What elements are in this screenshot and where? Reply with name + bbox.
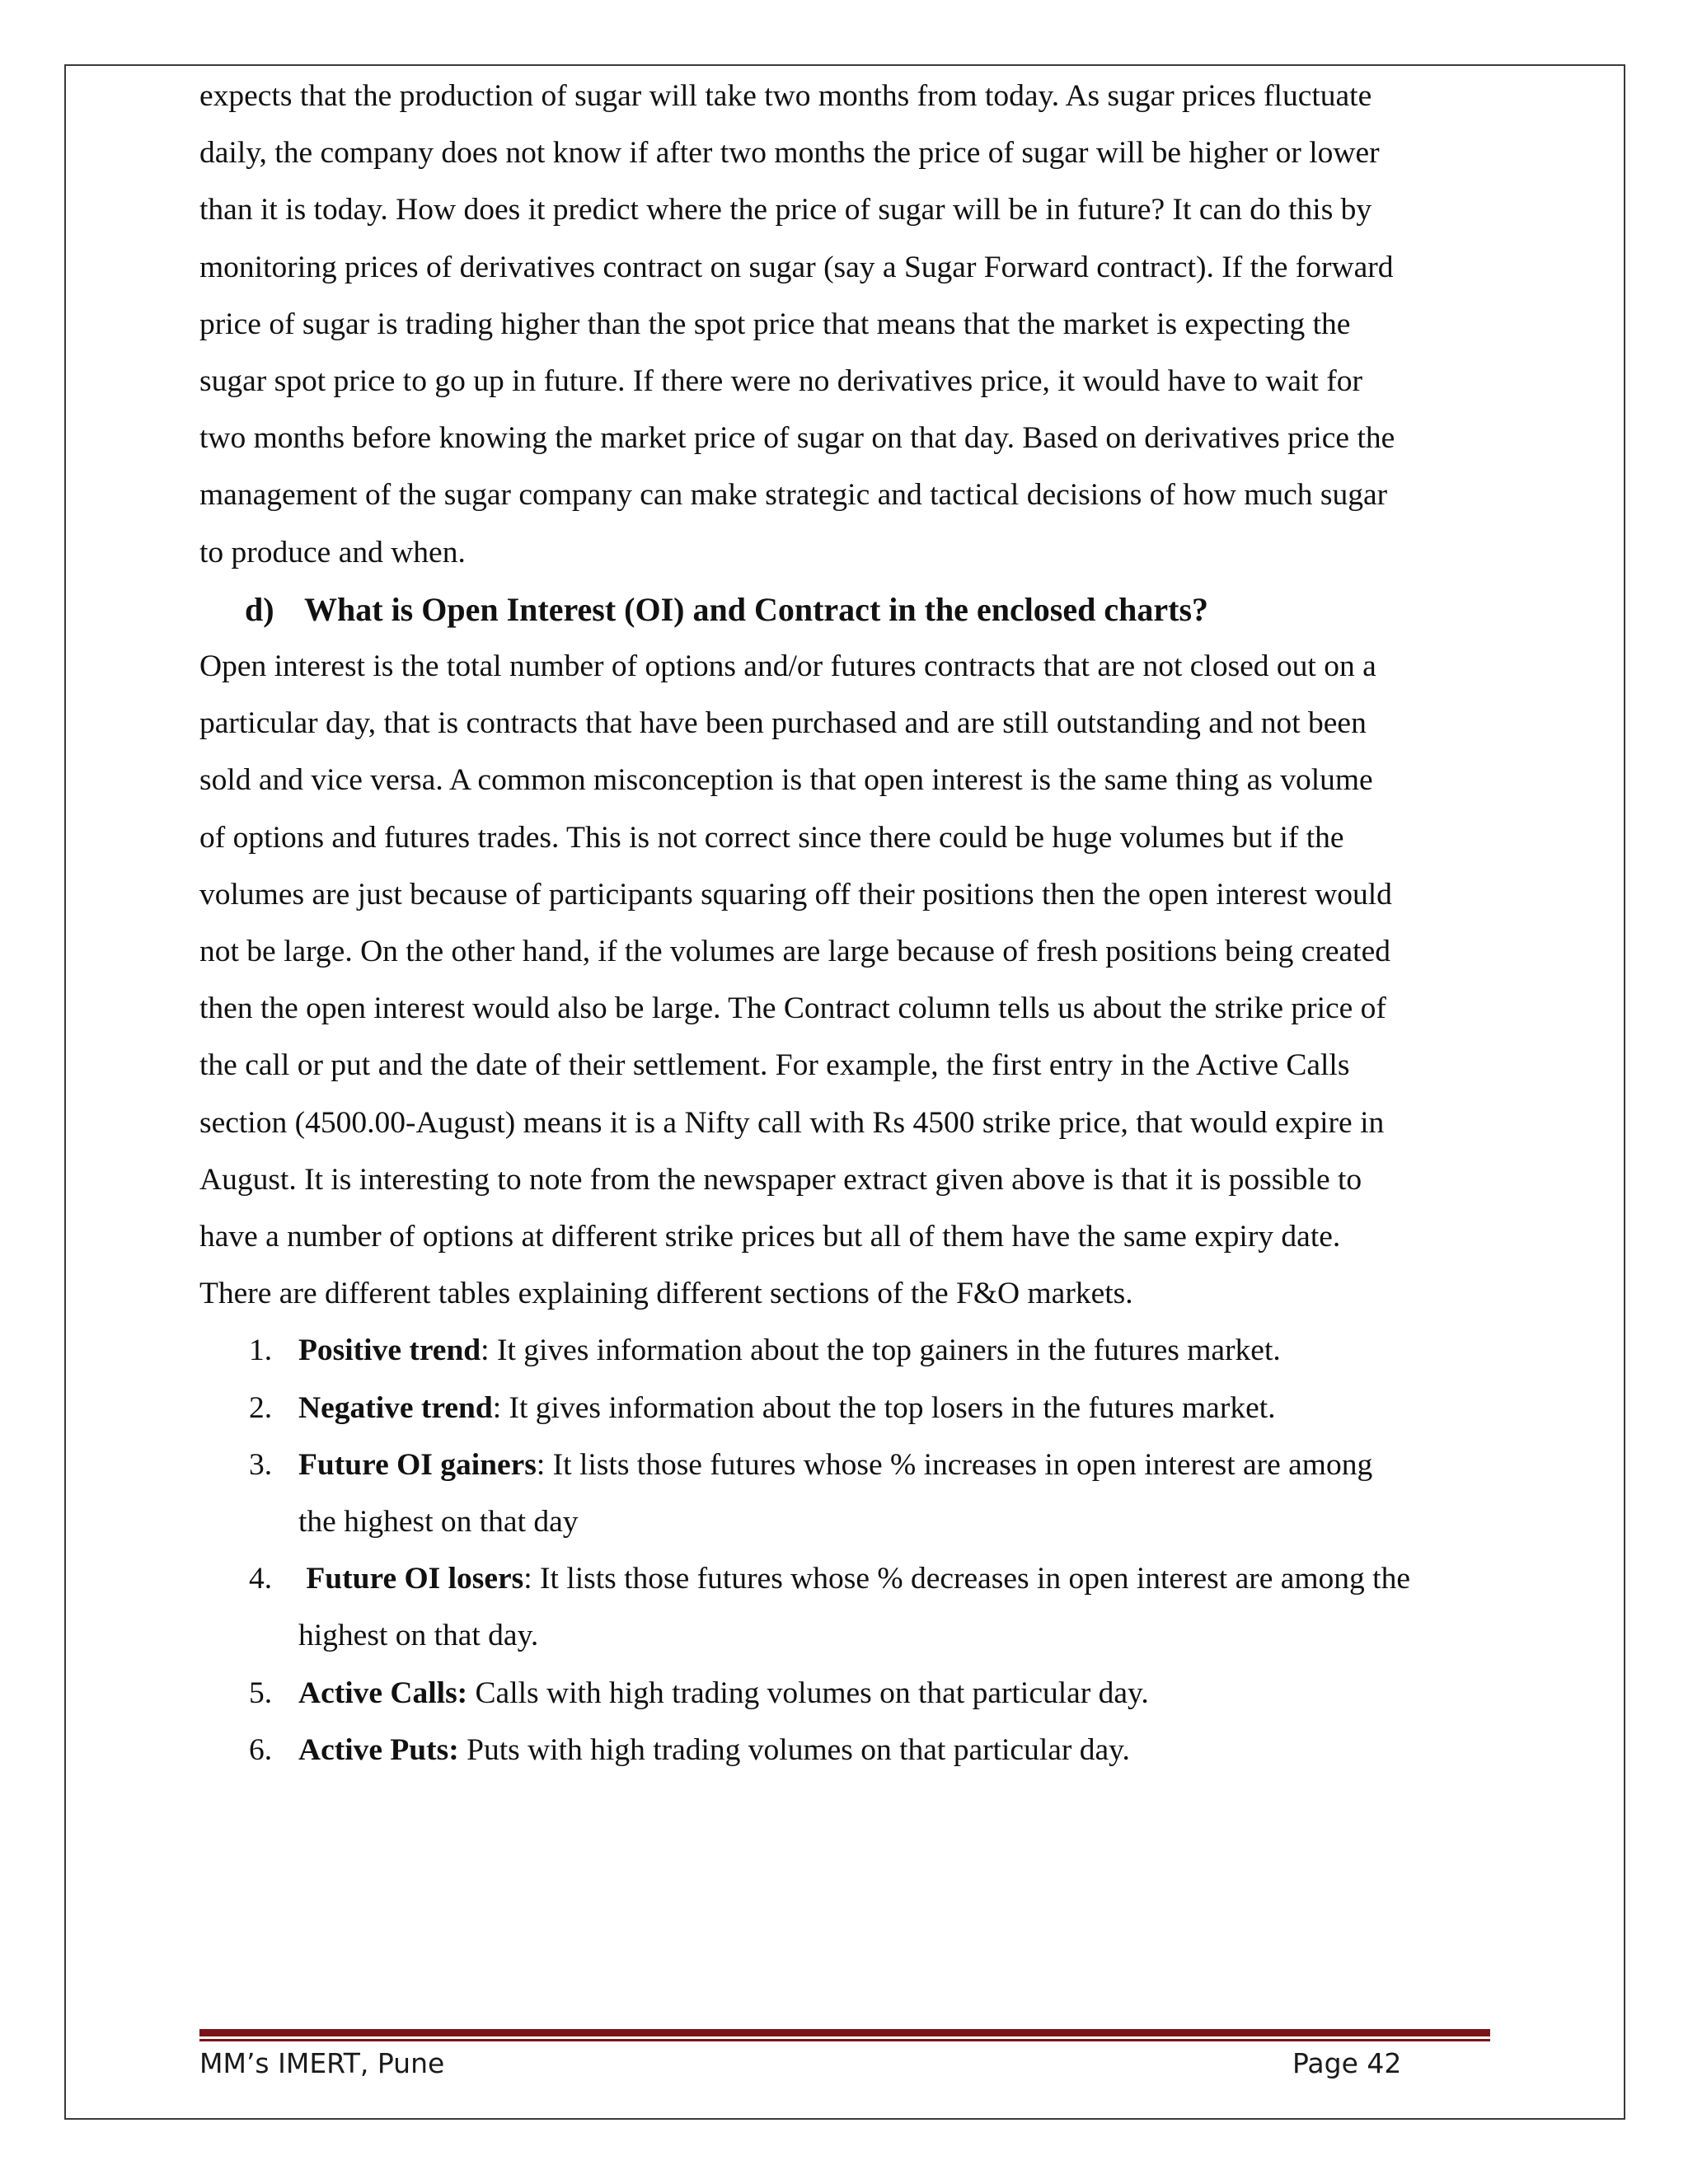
list-item xyxy=(199,1665,1502,1722)
list-number: 4. xyxy=(249,1562,273,1596)
list-term: Active Puts: xyxy=(298,1732,459,1767)
list-number: 5. xyxy=(249,1675,273,1710)
list-item xyxy=(199,1722,1502,1779)
text-line: not be large. On the other hand, if the volumes are large because of fresh positions being created xyxy=(199,935,1390,969)
footer-institution: MM’s IMERT, Pune xyxy=(199,2047,445,2079)
text-line: management of the sugar company can make strategic and tactical decisions of how much sugar xyxy=(199,478,1388,513)
fo-tables-list xyxy=(199,1322,1502,1779)
text-line: sold and vice versa. A common misconception is that open interest is the same thing as volume xyxy=(199,763,1373,798)
footer-rule-thin xyxy=(199,2039,1490,2041)
list-number: 1. xyxy=(249,1333,273,1368)
document-body xyxy=(199,68,1502,1779)
text-line: two months before knowing the market price of sugar on that day. Based on derivatives price the xyxy=(199,421,1395,456)
text-line: than it is today. How does it predict where the price of sugar will be in future? It can do this by xyxy=(199,193,1372,227)
text-line: monitoring prices of derivatives contract on sugar (say a Sugar Forward contract). If the forward xyxy=(199,250,1394,284)
list-term: Negative trend xyxy=(298,1390,493,1425)
open-interest-paragraph xyxy=(199,638,1502,1322)
text-line: section (4500.00-August) means it is a Nifty call with Rs 4500 strike price, that would expire in xyxy=(199,1105,1385,1140)
text-line: daily, the company does not know if after two months the price of sugar will be higher or lower xyxy=(199,136,1380,171)
section-heading xyxy=(199,581,1502,638)
heading-text: What is Open Interest (OI) and Contract in the enclosed charts? xyxy=(304,590,1209,628)
list-description: : It gives information about the top gainers in the futures market. xyxy=(481,1333,1281,1368)
text-line: Open interest is the total number of options and/or futures contracts that are not closed out on a xyxy=(199,649,1376,684)
intro-paragraph xyxy=(199,68,1502,581)
footer-rule xyxy=(199,2029,1490,2036)
list-description: Puts with high trading volumes on that particular day. xyxy=(458,1732,1130,1767)
text-line: sugar spot price to go up in future. If there were no derivatives price, it would have to wait for xyxy=(199,364,1363,399)
text-line: price of sugar is trading higher than the spot price that means that the market is expecting the xyxy=(199,307,1351,341)
list-description: : It gives information about the top losers in the futures market. xyxy=(492,1390,1276,1425)
heading-marker: d) xyxy=(245,590,274,628)
text-line: the call or put and the date of their settlement. For example, the first entry in the Active Calls xyxy=(199,1048,1350,1083)
list-description: Calls with high trading volumes on that particular day. xyxy=(467,1675,1149,1710)
list-description-cont: highest on that day. xyxy=(298,1619,539,1653)
text-line: volumes are just because of participants squaring off their positions then the open interest would xyxy=(199,877,1392,912)
list-description-cont: the highest on that day xyxy=(298,1505,579,1540)
list-number: 2. xyxy=(249,1390,273,1425)
list-item xyxy=(199,1436,1502,1550)
list-term: Future OI losers xyxy=(298,1562,524,1596)
list-description: : It lists those futures whose % increases in open interest are among xyxy=(536,1447,1373,1482)
text-line: have a number of options at different strike prices but all of them have the same expiry date. xyxy=(199,1220,1341,1254)
text-line: August. It is interesting to note from the newspaper extract given above is that it is possible to xyxy=(199,1162,1362,1197)
text-line: of options and futures trades. This is not correct since there could be huge volumes but if the xyxy=(199,820,1344,855)
text-line: particular day, that is contracts that have been purchased and are still outstanding and not been xyxy=(199,706,1367,741)
list-item xyxy=(199,1322,1502,1379)
list-item xyxy=(199,1550,1502,1664)
list-term: Positive trend xyxy=(298,1333,481,1368)
text-line: There are different tables explaining different sections of the F&O markets. xyxy=(199,1277,1133,1311)
list-item xyxy=(199,1380,1502,1436)
text-line: to produce and when. xyxy=(199,535,466,569)
text-line: expects that the production of sugar will take two months from today. As sugar prices fluctuate xyxy=(199,79,1372,113)
list-number: 6. xyxy=(249,1732,273,1767)
text-line: then the open interest would also be large. The Contract column tells us about the strike price of xyxy=(199,991,1386,1026)
list-description: : It lists those futures whose % decreases in open interest are among the xyxy=(523,1562,1410,1596)
footer-page-number: Page 42 xyxy=(1292,2047,1402,2079)
list-term: Future OI gainers xyxy=(298,1447,537,1482)
list-term: Active Calls: xyxy=(298,1675,468,1710)
list-number: 3. xyxy=(249,1447,273,1482)
